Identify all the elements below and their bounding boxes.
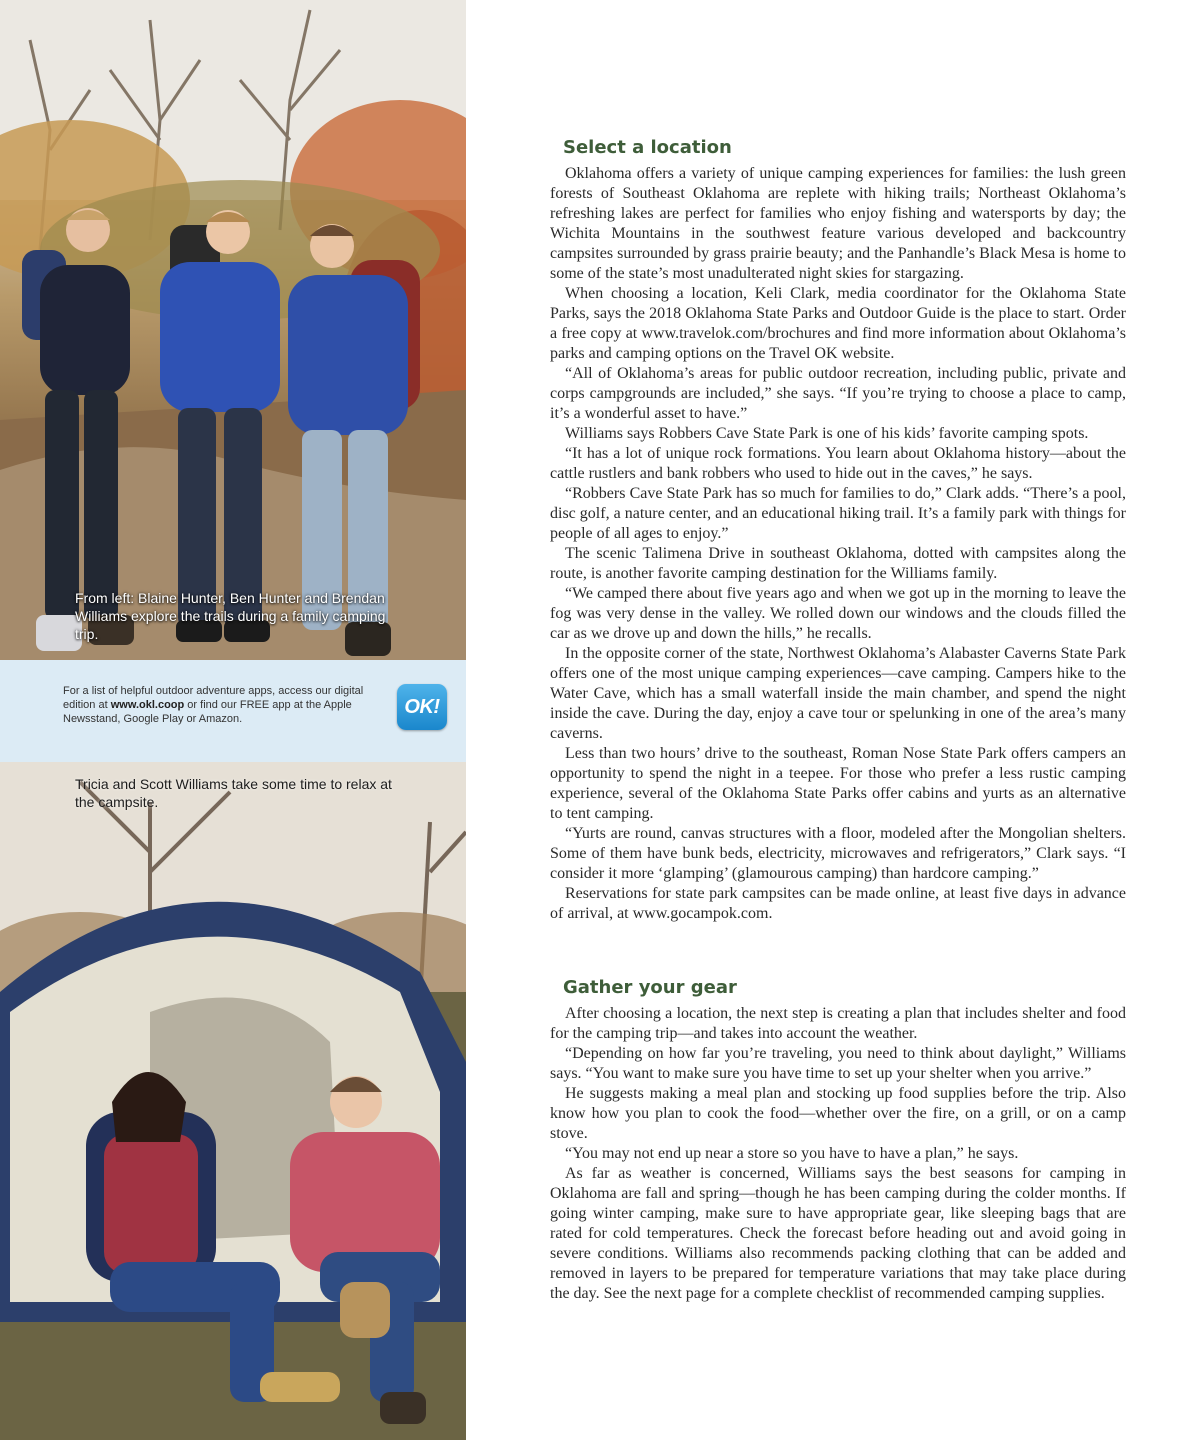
paragraph: “All of Oklahoma’s areas for public outdoor recreation, including public, private and corps campgrounds are included,” she says. “If you’re trying to choose a place to camp, it’s a wonderful asset to have.” — [550, 365, 1126, 422]
campsite-illustration — [0, 762, 466, 1440]
section-heading-select-location: Select a location — [563, 137, 732, 158]
section-body-gather-gear — [550, 1004, 1126, 1304]
paragraph: Reservations for state park campsites can be made online, at least five days in advance of arrival, at www.gocampok.com. — [550, 885, 1126, 922]
app-promo-text-before: For a list of helpful outdoor adventure apps, access our digital edition at — [63, 685, 364, 711]
app-promo-text — [63, 684, 383, 726]
app-promo-text-after: or find our FREE app at the Apple Newsstand, Google Play or Amazon. — [63, 699, 352, 725]
paragraph: “Depending on how far you’re traveling, you need to think about daylight,” Williams says. “You want to make sure you have time to set up your shelter when you arrive.” — [550, 1045, 1126, 1082]
paragraph: In the opposite corner of the state, Northwest Oklahoma’s Alabaster Caverns State Park offers one of the most unique camping experiences—cave camping. Campers hike to the Water Cave, which has a small waterfall inside the main chamber, and spend the night inside the cave. During the day, enjoy a cave tour or spelunking in one of the area’s many caverns. — [550, 645, 1126, 742]
paragraph: He suggests making a meal plan and stocking up food supplies before the trip. Also know how you plan to cook the food—whether over the fire, on a grill, or on a camp stove. — [550, 1085, 1126, 1142]
paragraph: “You may not end up near a store so you have to have a plan,” he says. — [565, 1145, 1019, 1162]
paragraph: “We camped there about five years ago and when we got up in the morning to leave the fog was very dense in the valley. We rolled down our windows and the clouds filled the car as we drove up and down the hills,” he recalls. — [550, 585, 1126, 642]
paragraph: When choosing a location, Keli Clark, media coordinator for the Oklahoma State Parks, says the 2018 Oklahoma State Parks and Outdoor Guide is the place to start. Order a free copy at www.travelok.com/brochures and find more information about Oklahoma’s parks and camping options on the Travel OK website. — [550, 285, 1126, 362]
paragraph: “Yurts are round, canvas structures with a floor, modeled after the Mongolian shelters. Some of them have bunk beds, electricity, microwaves and refrigerators,” Clark says. “I consider it more ‘glamping’ (glamourous camping) than hardcore camping.” — [550, 825, 1126, 882]
paragraph: Less than two hours’ drive to the southeast, Roman Nose State Park offers campers an opportunity to spend the night in a teepee. For those who prefer a less rustic camping experience, several of the Oklahoma State Parks offer cabins and yurts as an alternative to tent camping. — [550, 745, 1126, 822]
hikers-photo — [0, 0, 466, 660]
paragraph: Oklahoma offers a variety of unique camping experiences for families: the lush green forests of Southeast Oklahoma are replete with hiking trails; Northeast Oklahoma’s refreshing lakes are perfect for families who enjoy fishing and watersports by day; the Wichita Mountains in the southwest feature various developed and backcountry campsites surrounded by grass prairie beauty; and the Panhandle’s Black Mesa is home to some of the state’s most unadulterated night skies for stargazing. — [550, 165, 1126, 282]
hikers-photo-caption: From left: Blaine Hunter, Ben Hunter and Brendan Williams explore the trails during a family camping trip. — [75, 590, 386, 642]
section-body-select-location — [550, 164, 1126, 924]
ok-app-icon[interactable]: OK! — [397, 684, 447, 730]
hikers-illustration — [0, 0, 466, 660]
paragraph: “It has a lot of unique rock formations. You learn about Oklahoma history—about the cattle rustlers and bank robbers who used to hide out in the caves,” he says. — [550, 445, 1126, 482]
paragraph: After choosing a location, the next step is creating a plan that includes shelter and food for the camping trip—and takes into account the weather. — [550, 1005, 1126, 1042]
campsite-photo — [0, 762, 466, 1440]
paragraph: As far as weather is concerned, Williams says the best seasons for camping in Oklahoma are fall and spring—though he has been camping during the colder months. If going winter camping, make sure to have appropriate gear, like sleeping bags that are rated for cold temperatures. Check the forecast before heading out and avoid going in severe conditions. Williams also recommends packing clothing that can be added and removed in layers to be prepared for temperature variations that may take place during the day. See the next page for a complete checklist of recommended camping supplies. — [550, 1165, 1126, 1302]
digital-edition-link[interactable]: www.okl.coop — [110, 699, 185, 711]
campsite-photo-caption: Tricia and Scott Williams take some time to relax at the campsite. — [75, 776, 392, 810]
photo-column — [0, 0, 466, 1440]
paragraph: Williams says Robbers Cave State Park is one of his kids’ favorite camping spots. — [565, 425, 1089, 442]
section-heading-gather-gear: Gather your gear — [563, 977, 737, 998]
paragraph: “Robbers Cave State Park has so much for families to do,” Clark adds. “There’s a pool, disc golf, a nature center, and an educational hiking trail. It’s a family park with things for people of all ages to enjoy.” — [550, 485, 1126, 542]
paragraph: The scenic Talimena Drive in southeast Oklahoma, dotted with campsites along the route, is another favorite camping destination for the Williams family. — [550, 545, 1126, 582]
